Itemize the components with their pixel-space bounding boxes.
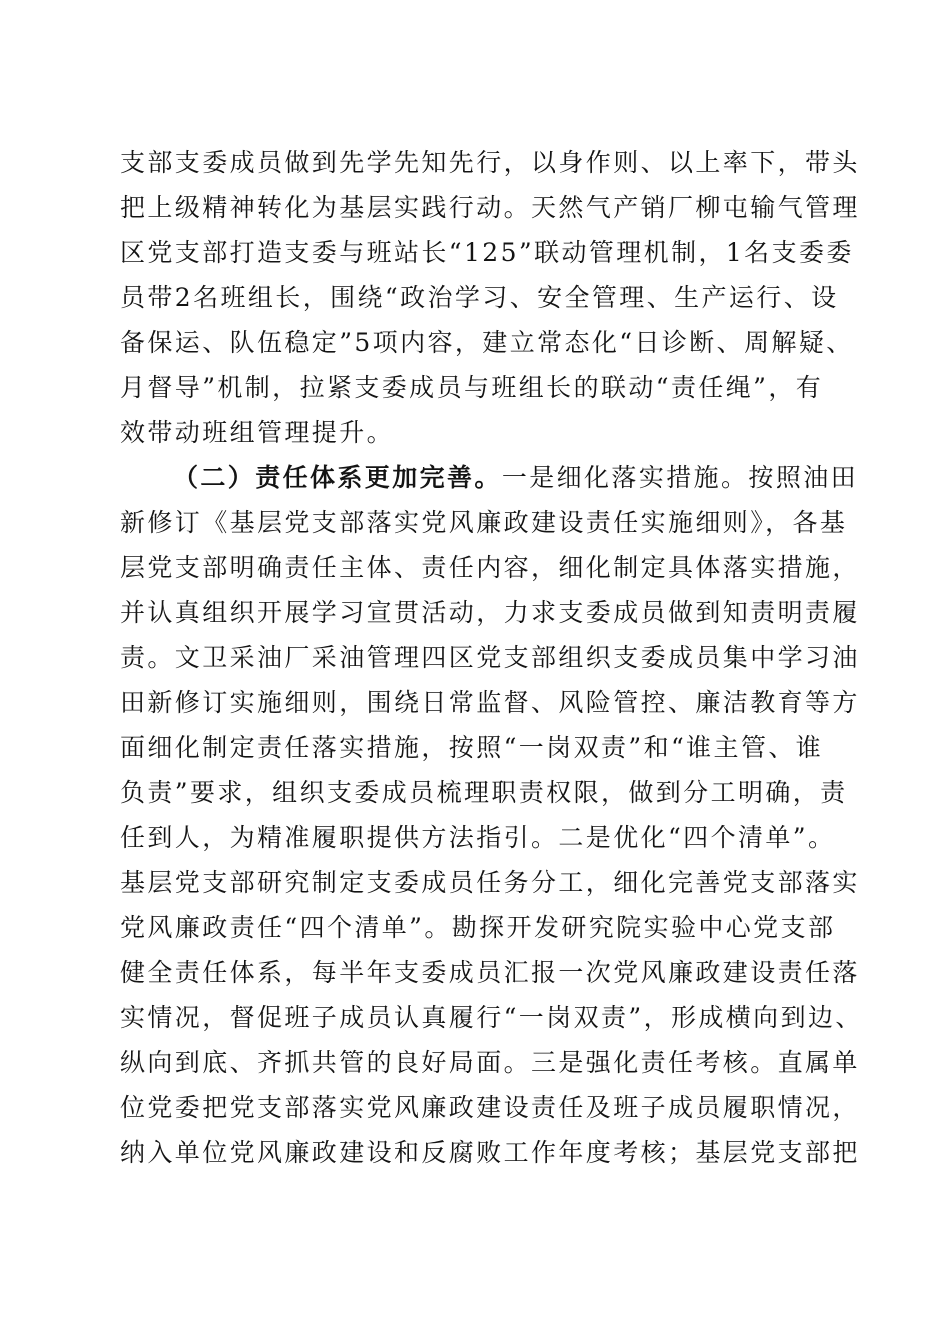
paragraph-1-line: 备保运、队伍稳定”5项内容，建立常态化“日诊断、周解疑、 <box>120 328 854 357</box>
paragraph-1-line: 月督导”机制，拉紧支委成员与班组长的联动“责任绳”，有 <box>120 373 824 402</box>
paragraph-2-line: 纵向到底、齐抓共管的良好局面。三是强化责任考核。直属单 <box>120 1048 860 1077</box>
paragraph-2-line: 基层党支部研究制定支委成员任务分工，细化完善党支部落实 <box>120 868 860 897</box>
paragraph-2-first-line-text: 一是细化落实措施。按照油田 <box>501 463 859 492</box>
paragraph-1-line: 区党支部打造支委与班站长“125”联动管理机制，1名支委委 <box>120 238 854 267</box>
paragraph-2-line: 负责”要求，组织支委成员梳理职责权限，做到分工明确，责 <box>120 778 848 807</box>
paragraph-2-line: 并认真组织开展学习宣贯活动，力求支委成员做到知责明责履 <box>120 598 860 627</box>
paragraph-1-line: 支部支委成员做到先学先知先行，以身作则、以上率下，带头 <box>120 148 860 177</box>
paragraph-2-line: 责。文卫采油厂采油管理四区党支部组织支委成员集中学习油 <box>120 643 860 672</box>
paragraph-2-line: 面细化制定责任落实措施，按照“一岗双责”和“谁主管、谁 <box>120 733 824 762</box>
paragraph-2-line: 新修订《基层党支部落实党风廉政建设责任实施细则》，各基 <box>120 508 848 537</box>
paragraph-2-line: 任到人，为精准履职提供方法指引。二是优化“四个清单”。 <box>120 823 836 852</box>
paragraph-2-line: 实情况，督促班子成员认真履行“一岗双责”，形成横向到边、 <box>120 1003 863 1032</box>
paragraph-2-line: 健全责任体系，每半年支委成员汇报一次党风廉政建设责任落 <box>120 958 860 987</box>
paragraph-2-line: 位党委把党支部落实党风廉政建设责任及班子成员履职情况， <box>120 1093 860 1122</box>
paragraph-2-line: 层党支部明确责任主体、责任内容，细化制定具体落实措施， <box>120 553 860 582</box>
paragraph-2-line: 纳入单位党风廉政建设和反腐败工作年度考核；基层党支部把 <box>120 1138 860 1167</box>
paragraph-2-line: 党风廉政责任“四个清单”。勘探开发研究院实验中心党支部 <box>120 913 836 942</box>
paragraph-2-first-line <box>173 458 893 498</box>
paragraph-1-line: 把上级精神转化为基层实践行动。天然气产销厂柳屯输气管理 <box>120 193 860 222</box>
paragraph-1-line: 员带2名班组长，围绕“政治学习、安全管理、生产运行、设 <box>120 283 839 312</box>
paragraph-1-line: 效带动班组管理提升。 <box>120 418 395 447</box>
paragraph-2-line: 田新修订实施细则，围绕日常监督、风险管控、廉洁教育等方 <box>120 688 860 717</box>
section-heading: （二）责任体系更加完善。 <box>173 463 502 492</box>
